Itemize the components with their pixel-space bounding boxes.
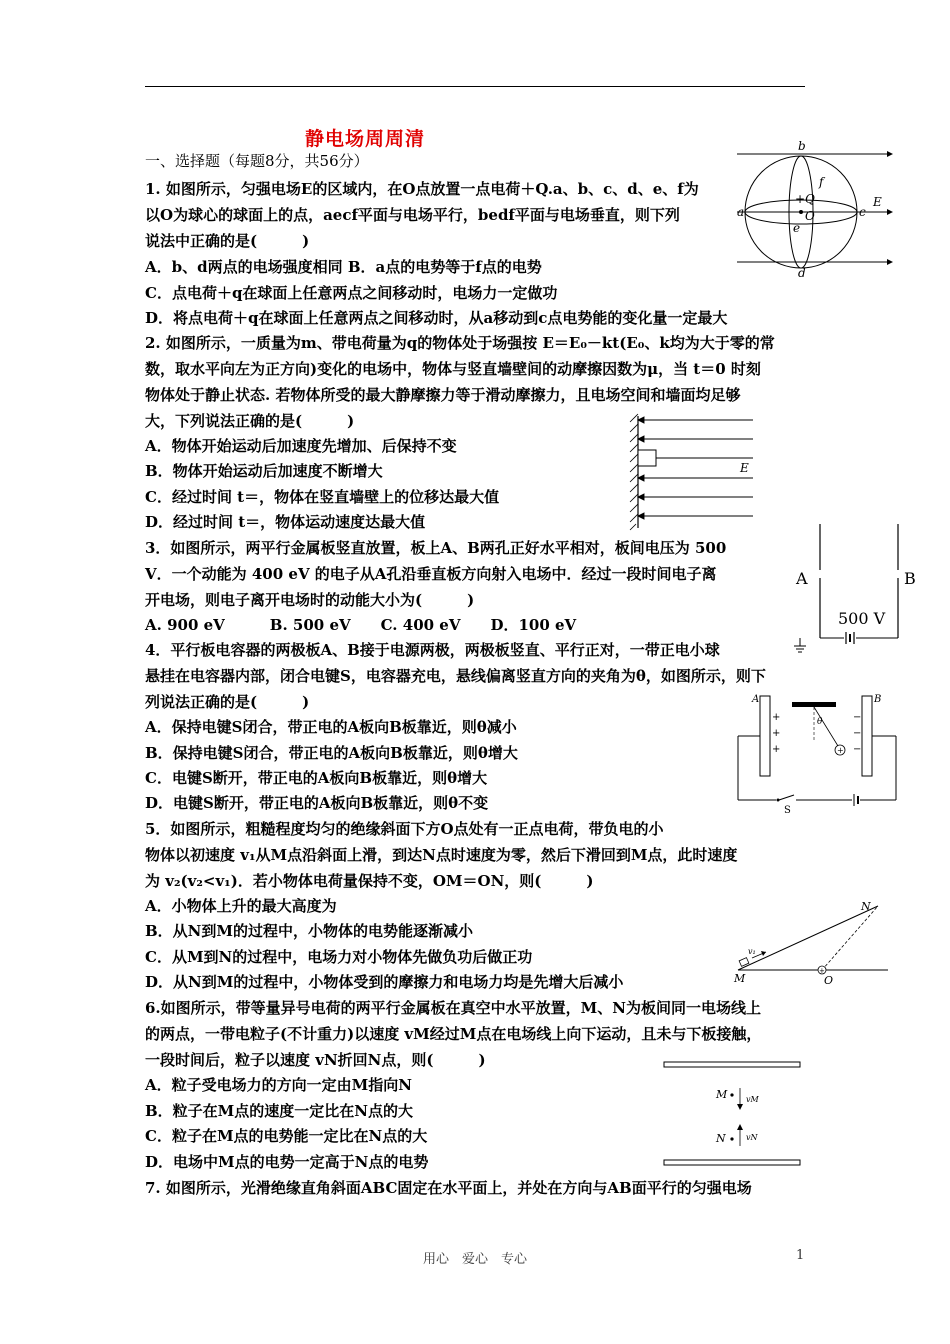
text-line: 5．如图所示，粗糙程度均匀的绝缘斜面下方O点处有一正点电荷，带负电的小: [145, 820, 664, 838]
label-d: d: [798, 266, 806, 280]
text-line: A．粒子受电场力的方向一定由M指向N: [145, 1076, 412, 1094]
label-e: e: [793, 221, 801, 235]
label-a: A: [796, 569, 808, 588]
figure-capacitor-ball: [732, 688, 902, 816]
text-line: B．粒子在M点的速度一定比在N点的大: [145, 1102, 413, 1120]
section-heading: 一、选择题（每题8分，共56分）: [145, 152, 369, 170]
text-line: C．点电荷＋q在球面上任意两点之间移动时，电场力一定做功: [145, 284, 558, 302]
label-m: M: [734, 972, 746, 985]
text-line: 说法中正确的是( ): [145, 232, 310, 250]
text-line: 7. 如图所示，光滑绝缘直角斜面ABC固定在水平面上，并处在方向与AB面平行的匀强电场: [145, 1179, 752, 1197]
text-line: 1. 如图所示，匀强电场E的区域内，在O点放置一点电荷＋Q.a、b、c、d、e、f为: [145, 180, 699, 198]
label-b: B: [904, 569, 916, 588]
text-line: 2. 如图所示，一质量为m、带电荷量为q的物体处于场强按 E＝E₀－kt(E₀、k均为大于零的常: [145, 334, 775, 352]
text-line: A．小物体上升的最大高度为: [145, 897, 337, 915]
label-v1: v₁: [748, 947, 756, 956]
text-line: 4．平行板电容器的两极板A、B接于电源两极，两极板竖直、平行正对，一带正电小球: [145, 641, 720, 659]
text-line: D．电键S断开，带正电的A板向B板靠近，则θ不变: [145, 794, 489, 812]
text-line: B．从N到M的过程中，小物体的电势能逐渐减小: [145, 922, 473, 940]
text-line: 物体以初速度 v₁从M点沿斜面上滑，到达N点时速度为零，然后下滑回到M点，此时速度: [145, 846, 738, 864]
text-line: 6.如图所示，带等量异号电荷的两平行金属板在真空中水平放置，M、N为板间同一电场线上: [145, 999, 761, 1017]
label-e-field: E: [740, 461, 749, 475]
page-number: 1: [796, 1248, 805, 1263]
text-line: A．b、d两点的电场强度相同 B．a点的电势等于f点的电势: [145, 258, 542, 276]
text-line: A．保持电键S闭合，带正电的A板向B板靠近，则θ减小: [145, 718, 517, 736]
figure-incline-charge: [728, 898, 898, 986]
ball-charge: +: [837, 746, 844, 755]
label-q: +Q: [795, 192, 815, 206]
text-line: 为 v₂(v₂<v₁)．若小物体电荷量保持不变，OM＝ON，则( ): [145, 872, 594, 890]
text-line: 大，下列说法正确的是( ): [145, 412, 355, 430]
text-line: 物体处于静止状态. 若物体所受的最大静摩擦力等于滑动摩擦力，且电场空间和墙面均足够: [145, 386, 741, 404]
page-title: 静电场周周清: [304, 128, 425, 150]
label-n: N: [716, 1132, 726, 1145]
figure-horizontal-plates: [662, 1060, 802, 1168]
minus-sign: −: [853, 728, 862, 739]
label-o: O: [824, 974, 834, 987]
text-line: B．保持电键S闭合，带正电的A板向B板靠近，则θ增大: [145, 744, 518, 762]
charge-plus: +: [819, 967, 825, 975]
text-line: A. 900 eV B. 500 eV C. 400 eV D．100 eV: [145, 616, 577, 634]
plus-sign: +: [772, 712, 781, 723]
minus-sign: −: [853, 744, 862, 755]
label-b: b: [798, 139, 806, 153]
label-vn: vN: [746, 1133, 758, 1142]
label-f: f: [819, 175, 824, 189]
label-o: O: [805, 209, 815, 223]
plus-sign: +: [772, 744, 781, 755]
page-footer: 用心 爱心 专心: [422, 1252, 527, 1267]
label-theta: θ: [817, 717, 823, 727]
text-line: 悬挂在电容器内部，闭合电键S，电容器充电，悬线偏离竖直方向的夹角为θ，如图所示，则下: [145, 667, 766, 685]
voltage-label: 500 V: [838, 609, 886, 628]
text-line: C．粒子在M点的电势能一定比在N点的大: [145, 1127, 428, 1145]
figure-wall-field: [628, 412, 758, 532]
text-line: 列说法正确的是( ): [145, 693, 310, 711]
label-a: A: [752, 694, 760, 705]
text-line: C．电键S断开，带正电的A板向B板靠近，则θ增大: [145, 769, 488, 787]
text-line: C．经过时间 t＝，物体在竖直墙壁上的位移达最大值: [145, 488, 500, 506]
label-s: S: [784, 805, 791, 816]
label-vm: vM: [746, 1095, 759, 1104]
label-m: M: [716, 1088, 728, 1101]
text-line: 以O为球心的球面上的点，aecf平面与电场平行，bedf平面与电场垂直，则下列: [145, 206, 680, 224]
text-line: D．从N到M的过程中，小物体受到的摩擦力和电场力均是先增大后减小: [145, 973, 624, 991]
text-line: 的两点，一带电粒子(不计重力)以速度 vM经过M点在电场线上向下运动，且未与下板接触，: [145, 1025, 762, 1043]
label-c: c: [859, 205, 866, 219]
text-line: 3．如图所示，两平行金属板竖直放置，板上A、B两孔正好水平相对，板间电压为 500: [145, 539, 727, 557]
plus-sign: +: [772, 728, 781, 739]
text-line: A．物体开始运动后加速度先增加、后保持不变: [145, 437, 457, 455]
text-line: B．物体开始运动后加速度不断增大: [145, 462, 383, 480]
text-line: 数，取水平向左为正方向)变化的电场中，物体与竖直墙壁间的动摩擦因数为μ，当 t＝0 时刻: [145, 360, 761, 378]
header-rule: [145, 86, 805, 87]
text-line: D．经过时间 t＝，物体运动速度达最大值: [145, 513, 426, 531]
label-b: B: [874, 694, 882, 705]
label-a: a: [737, 205, 745, 219]
text-line: V．一个动能为 400 eV 的电子从A孔沿垂直板方向射入电场中．经过一段时间电子离: [145, 565, 717, 583]
text-line: 一段时间后，粒子以速度 vN折回N点，则( ): [145, 1051, 486, 1069]
figure-parallel-plates: [790, 520, 920, 658]
text-line: D．电场中M点的电势一定高于N点的电势: [145, 1153, 429, 1171]
text-line: D．将点电荷＋q在球面上任意两点之间移动时，从a移动到c点电势能的变化量一定最大: [145, 309, 728, 327]
figure-sphere-field: [735, 140, 895, 280]
minus-sign: −: [853, 712, 862, 723]
label-n: N: [861, 900, 871, 913]
label-e-field: E: [873, 195, 882, 209]
text-line: 开电场，则电子离开电场时的动能大小为( ): [145, 591, 475, 609]
text-line: C．从M到N的过程中，电场力对小物体先做负功后做正功: [145, 948, 533, 966]
